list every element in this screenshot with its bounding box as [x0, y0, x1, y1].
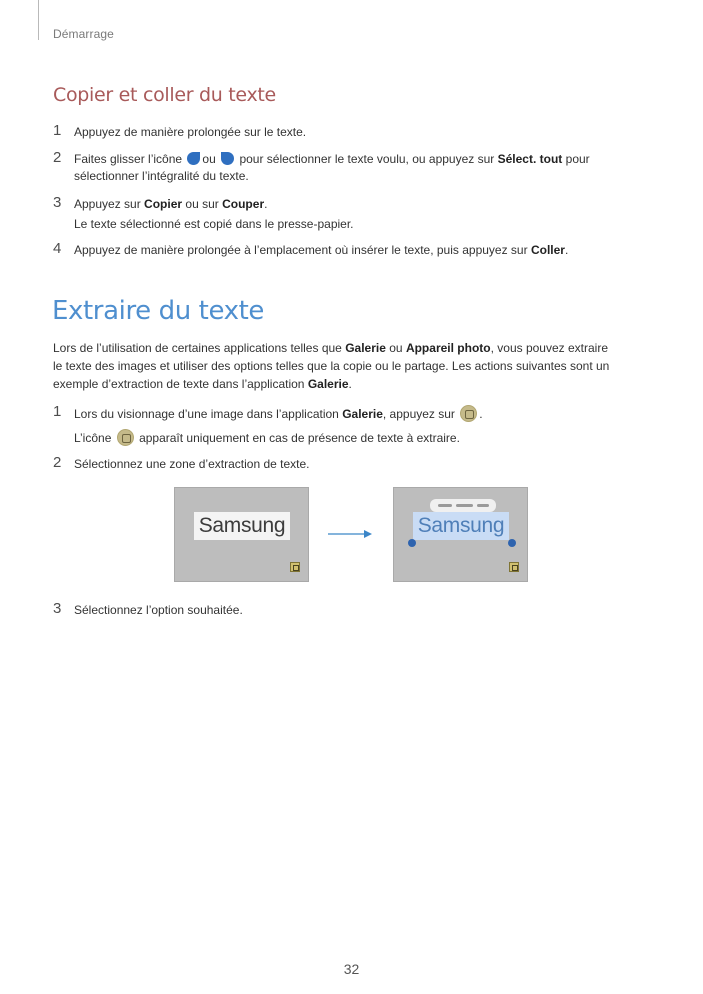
- camera-label: Appareil photo: [405, 341, 491, 355]
- step-number: 2: [53, 149, 62, 166]
- section-title-extract: Extraire du texte: [52, 296, 264, 326]
- menu-option: [477, 504, 489, 507]
- step-number: 3: [53, 600, 62, 617]
- gallery-label: Galerie: [345, 341, 386, 355]
- intro-text: .: [348, 377, 352, 391]
- intro-text: Lors de l’utilisation de certaines applications telles que: [53, 341, 342, 355]
- extract-text-icon: [460, 405, 477, 422]
- select-all-label: Sélect. tout: [497, 152, 563, 166]
- copy-label: Copier: [144, 197, 183, 211]
- selection-handle-left-icon: [408, 539, 416, 547]
- intro-text: ou: [389, 341, 403, 355]
- step-text: Le texte sélectionné est copié dans le presse-papier.: [74, 217, 354, 231]
- intro-text: exemple d’extraction de texte dans l’application: [53, 377, 305, 391]
- gallery-label: Galerie: [307, 377, 349, 391]
- step-text: Lors du visionnage d’une image dans l’application: [74, 407, 339, 421]
- selection-handle-left-icon: [187, 152, 200, 165]
- section-title-copy-paste: Copier et coller du texte: [53, 84, 276, 106]
- step-number: 3: [53, 194, 62, 211]
- step-number: 4: [53, 240, 62, 257]
- running-header: Démarrage: [53, 27, 114, 41]
- menu-option: [438, 504, 452, 507]
- extract-text-icon: [117, 429, 134, 446]
- step-text: pour: [565, 152, 590, 166]
- step-text: Faites glisser l’icône: [74, 152, 183, 166]
- selected-image-text: Samsung: [413, 512, 509, 540]
- menu-option: [456, 504, 473, 507]
- step-text: .: [264, 197, 268, 211]
- cut-label: Couper: [222, 197, 265, 211]
- step-text: sélectionner l’intégralité du texte.: [74, 169, 249, 183]
- step-text: Appuyez de manière prolongée sur le texte.: [74, 125, 307, 139]
- step-text: pour sélectionner le texte voulu, ou appuyez sur: [239, 152, 495, 166]
- illustration-before: [174, 487, 309, 582]
- intro-text: , vous pouvez extraire: [490, 341, 609, 355]
- context-menu: [430, 499, 496, 512]
- image-text: Samsung: [194, 512, 290, 540]
- selection-handle-right-icon: [221, 152, 234, 165]
- extract-text-icon: [509, 562, 519, 572]
- step-number: 1: [53, 122, 62, 139]
- step-number: 2: [53, 454, 62, 471]
- paste-label: Coller: [530, 243, 565, 257]
- arrow-right-icon: [328, 529, 372, 539]
- step-text: .: [479, 407, 483, 421]
- page-number: 32: [343, 961, 360, 977]
- step-text: ou sur: [185, 197, 219, 211]
- header-rule: [38, 0, 39, 40]
- intro-text: le texte des images et utiliser des options telles que la copie ou le partage. Les actions suivantes sont un: [53, 359, 610, 373]
- step-text: ou: [202, 152, 216, 166]
- illustration-after: [393, 487, 528, 582]
- gallery-label: Galerie: [342, 407, 383, 421]
- step-text: L’icône: [74, 431, 112, 445]
- step-text: Appuyez sur: [74, 197, 141, 211]
- selection-handle-right-icon: [508, 539, 516, 547]
- step-text: Appuyez de manière prolongée à l’emplacement où insérer le texte, puis appuyez sur: [74, 243, 528, 257]
- step-text: .: [564, 243, 569, 257]
- step-number: 1: [53, 403, 62, 420]
- step-text: Sélectionnez l’option souhaitée.: [74, 603, 243, 617]
- step-text: Sélectionnez une zone d’extraction de texte.: [74, 457, 310, 471]
- extract-intro: [53, 339, 653, 393]
- step-text: apparaît uniquement en cas de présence de texte à extraire.: [139, 431, 460, 445]
- extract-text-icon: [290, 562, 300, 572]
- step-text: , appuyez sur: [382, 407, 455, 421]
